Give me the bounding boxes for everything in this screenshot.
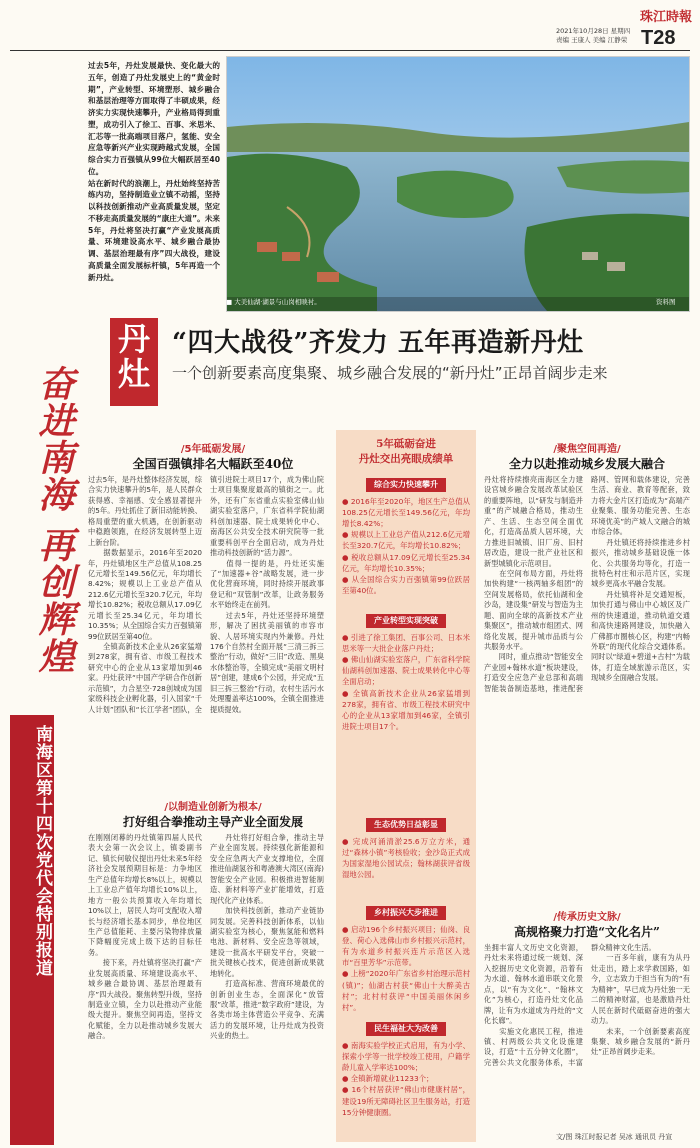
section2-body: 在刚刚闭幕的丹灶镇第四届人民代表大会第一次会议上，镇委副书记、镇长何敏仪提出丹灶未来5年经济社会发展预期目标是：力争地区生产总值年均增长8%以上，规模以上工业总产值年均增长10%以上，地方一般公共预算收入年均增长10%以上，居民人均可支配收入增长与经济增长基本同步，单位地区生产总值能耗、主要污染物排放量下降幅度完成上级下达的目标任务。 接下来，丹灶镇将坚决打赢“产业发展高质量、环境建设高水平、城乡融合最协调、基层治理最有序”四大战役。聚焦转型升级，坚持制造业立镇，全力以赴推动产业能级大提升。聚焦空间再造，坚持文化赋能，全力以赴推动城乡发展大融合。 丹灶将打好组合拳，推动主导产业全面发展。持续强化新能源和安全应急两大产业支撑地位，全面推进仙湖氢谷和粤港澳大湾区(南海)智能安全产业园。积极推进智能制造、新材料等产业扩能增效，打造现代化产业体系。 加快科技创新，推动产业链协同发展。完善科技创新体系，以仙湖实验室为核心，聚焦氢能和燃料电池、新材料、安全应急等领域，建设一批高水平研发平台，突破一批关键核心技术，促进创新成果就地转化。 打造高标准、营商环境最优的创新创业生态，全面深化“放管服”改革，推进“数字政府”建设，为各类市场主体营造公平竞争、充满活力的发展环境，让丹灶成为投资兴业的热土。 — [88, 833, 324, 1041]
section3-body: 丹灶将持续擦亮南海区全力建设官城乡融合发展改革试验区的重要阵地，以“研发与制造并重”的产城融合格局，推动生产、生活、生态空间全面优化，打造高品质人居环境，大力推进旧城镇、旧厂房、旧村居改造，建设一批产业社区和新型城镇化示范项目。 在空间布局方面，丹灶将加快构建“一核两轴多组团”的空间发展格局，依托仙湖和金沙岛，建设集“研发与智造为主题、面向全球的高新技术产业集聚区”，推动城市组团式、网络化发展，提升城市品质与公共服务水平。 同时，重点推动“智能安全产业园+翰林水道”板块建设，打造安全应急产业总部和高端智能装备制造基地，推进配套路网、管网和载体建设，完善生活、商业、教育等配套，致力将大金片区打造成为“高端产业聚集、服务功能完善、生态环境优美”的产城人文融合的城市综合体。 丹灶镇还将持续推进乡村振兴，推动城乡基础设施一体化、公共服务均等化，打造一批特色村庄和示范片区，实现城乡更高水平融合发展。 丹灶镇将补足交通短板，加快打通与佛山中心城区及广州的快速通道，推动轨道交通和高快速路网建设，加快融入广佛都市圈核心区，构建“内畅外联”的现代化综合交通体系。同时以“绿道+碧道+古村”为载体，打造全域旅游示范区，实现城乡全面融合发展。 — [484, 475, 690, 693]
vertical-slogan: 奋进南海 再创辉煌 — [33, 365, 75, 675]
title-badge-text: 丹灶 — [117, 320, 150, 394]
sub-headline: 一个创新要素高度集聚、城乡融合发展的“新丹灶”正昂首阔步走来 — [172, 364, 608, 382]
scorecard-tag-1: 综合实力快速攀升 — [366, 478, 446, 492]
scorecard-tag-5: 民生福祉大为改善 — [366, 1022, 446, 1036]
scorecard-text-1: ● 2016年至2020年，地区生产总值从108.25亿元增长至149.56亿元，年均增长8.42%； ● 规模以上工业总产值从212.6亿元增长至320.7亿元，年均增长10.82%； ● 税收总额从17.09亿元增长至25.34亿元，年均增长10.35%； ● 从全国综合实力百强镇第99位跃居至第40位。 — [342, 497, 470, 595]
section4-kicker: /传承历史文脉/ — [553, 912, 621, 923]
byline: 文/图 珠江时报记者 吴冰 通讯员 丹宣 — [556, 1133, 673, 1141]
section4-body: 坐拥丰富人文历史文化资源，丹灶未来将通过统一规划、深入挖掘历史文化资源，沿着有为水道、翰林水道串联文化景点，以“有为文化”、“翰林文化”为核心，打造丹灶文化品牌，让有为水道成为丹灶的“文化长廊”。 实施文化惠民工程，推进镇、村两级公共文化设施建设，打造“十五分钟文化圈”，完善公共文化服务体系，丰富群众精神文化生活。 一百多年前，康有为从丹灶走出，踏上求学救国路，如今，立志致力于担当有为的“有为精神”，早已成为丹灶独一无二的精神财富，也是激励丹灶人民在新时代砥砺奋进的强大动力。 未来，一个创新要素高度集聚、城乡融合发展的“新丹灶”正昂首阔步走来。 — [484, 943, 690, 1067]
photo-caption: ■ 大美仙湖·湖景与山岗相映衬。 — [226, 298, 321, 306]
intro-paragraph: 过去5年，丹灶发展最快、变化最大的五年，创造了丹灶发展史上的“黄金时期”，产业转型、环境塑形、城乡融合和基层治理等方面取得了丰硕成果，经济实力实现快速攀升，产业格局得到重塑，成功引入了徐工、百事、米思米、汇芯等一批高端项目落户，氢能、安全应急等新兴产业实现跨越式发展，全国综合实力百强镇从99位大幅跃居至40位。 站在新时代的浪潮上，丹灶始终坚持苦练内功，坚持制造业立镇不动摇，坚持以科技创新推动产业高质量发展，坚定不移走高质量发展的“康庄大道”。未来5年，丹灶将坚决打赢“产业发展高质量、环境建设高水平、城乡融合最协调、基层治理最有序”四大战役，建设高质量全面发展标杆镇，5年再造一个新丹灶。 — [88, 61, 220, 282]
section3-kicker: /聚焦空间再造/ — [553, 444, 621, 455]
scorecard-text-4: ● 启动196个乡村振兴项目；仙岗、良登、荷心入选佛山市乡村振兴示范村，有为水道乡村振兴连片示范区入选市“百里芳华”示范带。 ● 上榜“2020年广东省乡村治理示范村(镇)”；仙湖古村获“佛山十大醉美古村”；北村村获评“中国美丽休闲乡村”。 — [342, 925, 470, 1012]
scorecard-text-2: ● 引进了徐工集团、百事公司、日本米思米等一大批企业落户丹灶； ● 佛山仙湖实验室落户，广东省科学院仙湖科创加速器、院士成果转化中心等全面启动； ● 全镇高新技术企业从26家猛增到278家，拥有省、市级工程技术研究中心的企业从13家增加到46家，全镇引进院士项目17个。 — [342, 633, 470, 731]
lake-aerial-photo — [226, 56, 690, 312]
scorecard-tag-4: 乡村振兴大步推进 — [366, 906, 446, 920]
header-rule — [10, 50, 690, 51]
scorecard-tag-2: 产业转型实现突破 — [366, 614, 446, 628]
special-report-label: 南海区第十四次党代会特别报道 — [32, 725, 52, 977]
dateline: 2021年10月28日 星期四 — [556, 27, 631, 35]
section1-body: 过去5年，是丹灶整体经济发展，综合实力快速攀升的5年，是人民群众获得感、幸福感、安全感显著提升的5年。丹灶抓住了新旧动能转换、格局重塑的重大机遇，在创新驱动中稳跑领跑，在经济发展转型上迈上新台阶。 据数据显示，2016年至2020年，丹灶镇地区生产总值从108.25亿元增长至149.56亿元，年均增长8.42%；规模以上工业总产值从212.6亿元增长至320.7亿元，年均增长10.82%；税收总额从17.09亿元增长至25.34亿元，年均增长10.35%；从全国综合实力百强镇第99位跃居至第40位。 全镇高新技术企业从26家猛增到278家，拥有省、市级工程技术研究中心的企业从13家增加到46家。丹灶获评“中国产学研合作创新示范镇”，力合星空·728创城成为国家级科技企业孵化器，引入国家“千人计划”团队和“长江学者”团队，全镇引进院士项目17个，成为佛山院士项目集聚度最高的镇街之一。此外，还有广东省重点实验室佛山仙湖实验室落户，广东省科学院仙湖科创加速器、院士成果转化中心、南海区公共安全技术研究院等一批重要科创平台全面启动，成为丹灶推动科技创新的“活力源”。 值得一提的是，丹灶还实施了“加速器+谷”战略发展，进一步优化营商环境，同时持续开展政事登记和“双管制”改革，让政务服务水平始终走在前列。 过去5年，丹灶还坚持环境塑形，解决了困扰美丽镇的市容市貌、人居环境实现内外兼修。丹灶176个自然村全面开展“三清三拆三整治”行动，做好“三旧”改造、黑臭水体整治等，全镇完成“美丽文明村居”创建，建成6个公园，并完成“五旧三拆三整治”行动，农村生活污水处理覆盖率达100%，全镇全面推进提质提效。 — [88, 475, 324, 714]
photo-credit: 资料图 — [656, 298, 676, 306]
section1-kicker: /5年砥砺发展/ — [180, 444, 246, 455]
section3-head: 全力以赴推动城乡发展大融合 — [508, 457, 665, 471]
newspaper-logo: 珠江時報 — [640, 10, 693, 25]
editors-credit: 责编 王康人 美编 江静荣 — [556, 36, 628, 44]
scorecard-text-3: ● 完成河涌清淤25.6万立方米，通过“森林小镇”考核验收；金沙岛正式成为国家湿地公园试点；翰林湖获评省级湿地公园。 — [342, 837, 470, 880]
section1-head: 全国百强镇排名大幅跃至40位 — [132, 457, 294, 471]
scorecard-text-5: ● 南海实验学校正式启用，有为小学、探索小学等一批学校竣工使用，户籍学龄儿童入学率达100%； ● 全镇新增就业11233个； ● 16个村居获评“佛山市健康村居”，建设19所无障碍社区卫生服务站，打造15分钟健康圈。 — [342, 1041, 470, 1117]
section4-head: 高规格聚力打造“文化名片” — [514, 925, 660, 939]
scorecard-tag-3: 生态优势日益彰显 — [366, 818, 446, 832]
page-number: T28 — [641, 27, 676, 49]
main-headline: “四大战役”齐发力 五年再造新丹灶 — [172, 328, 584, 358]
section2-kicker: /以制造业创新为根本/ — [164, 802, 262, 813]
scorecard-title: 5年砥砺奋进 丹灶交出亮眼成绩单 — [358, 438, 454, 465]
section2-head: 打好组合拳推动主导产业全面发展 — [122, 815, 303, 829]
